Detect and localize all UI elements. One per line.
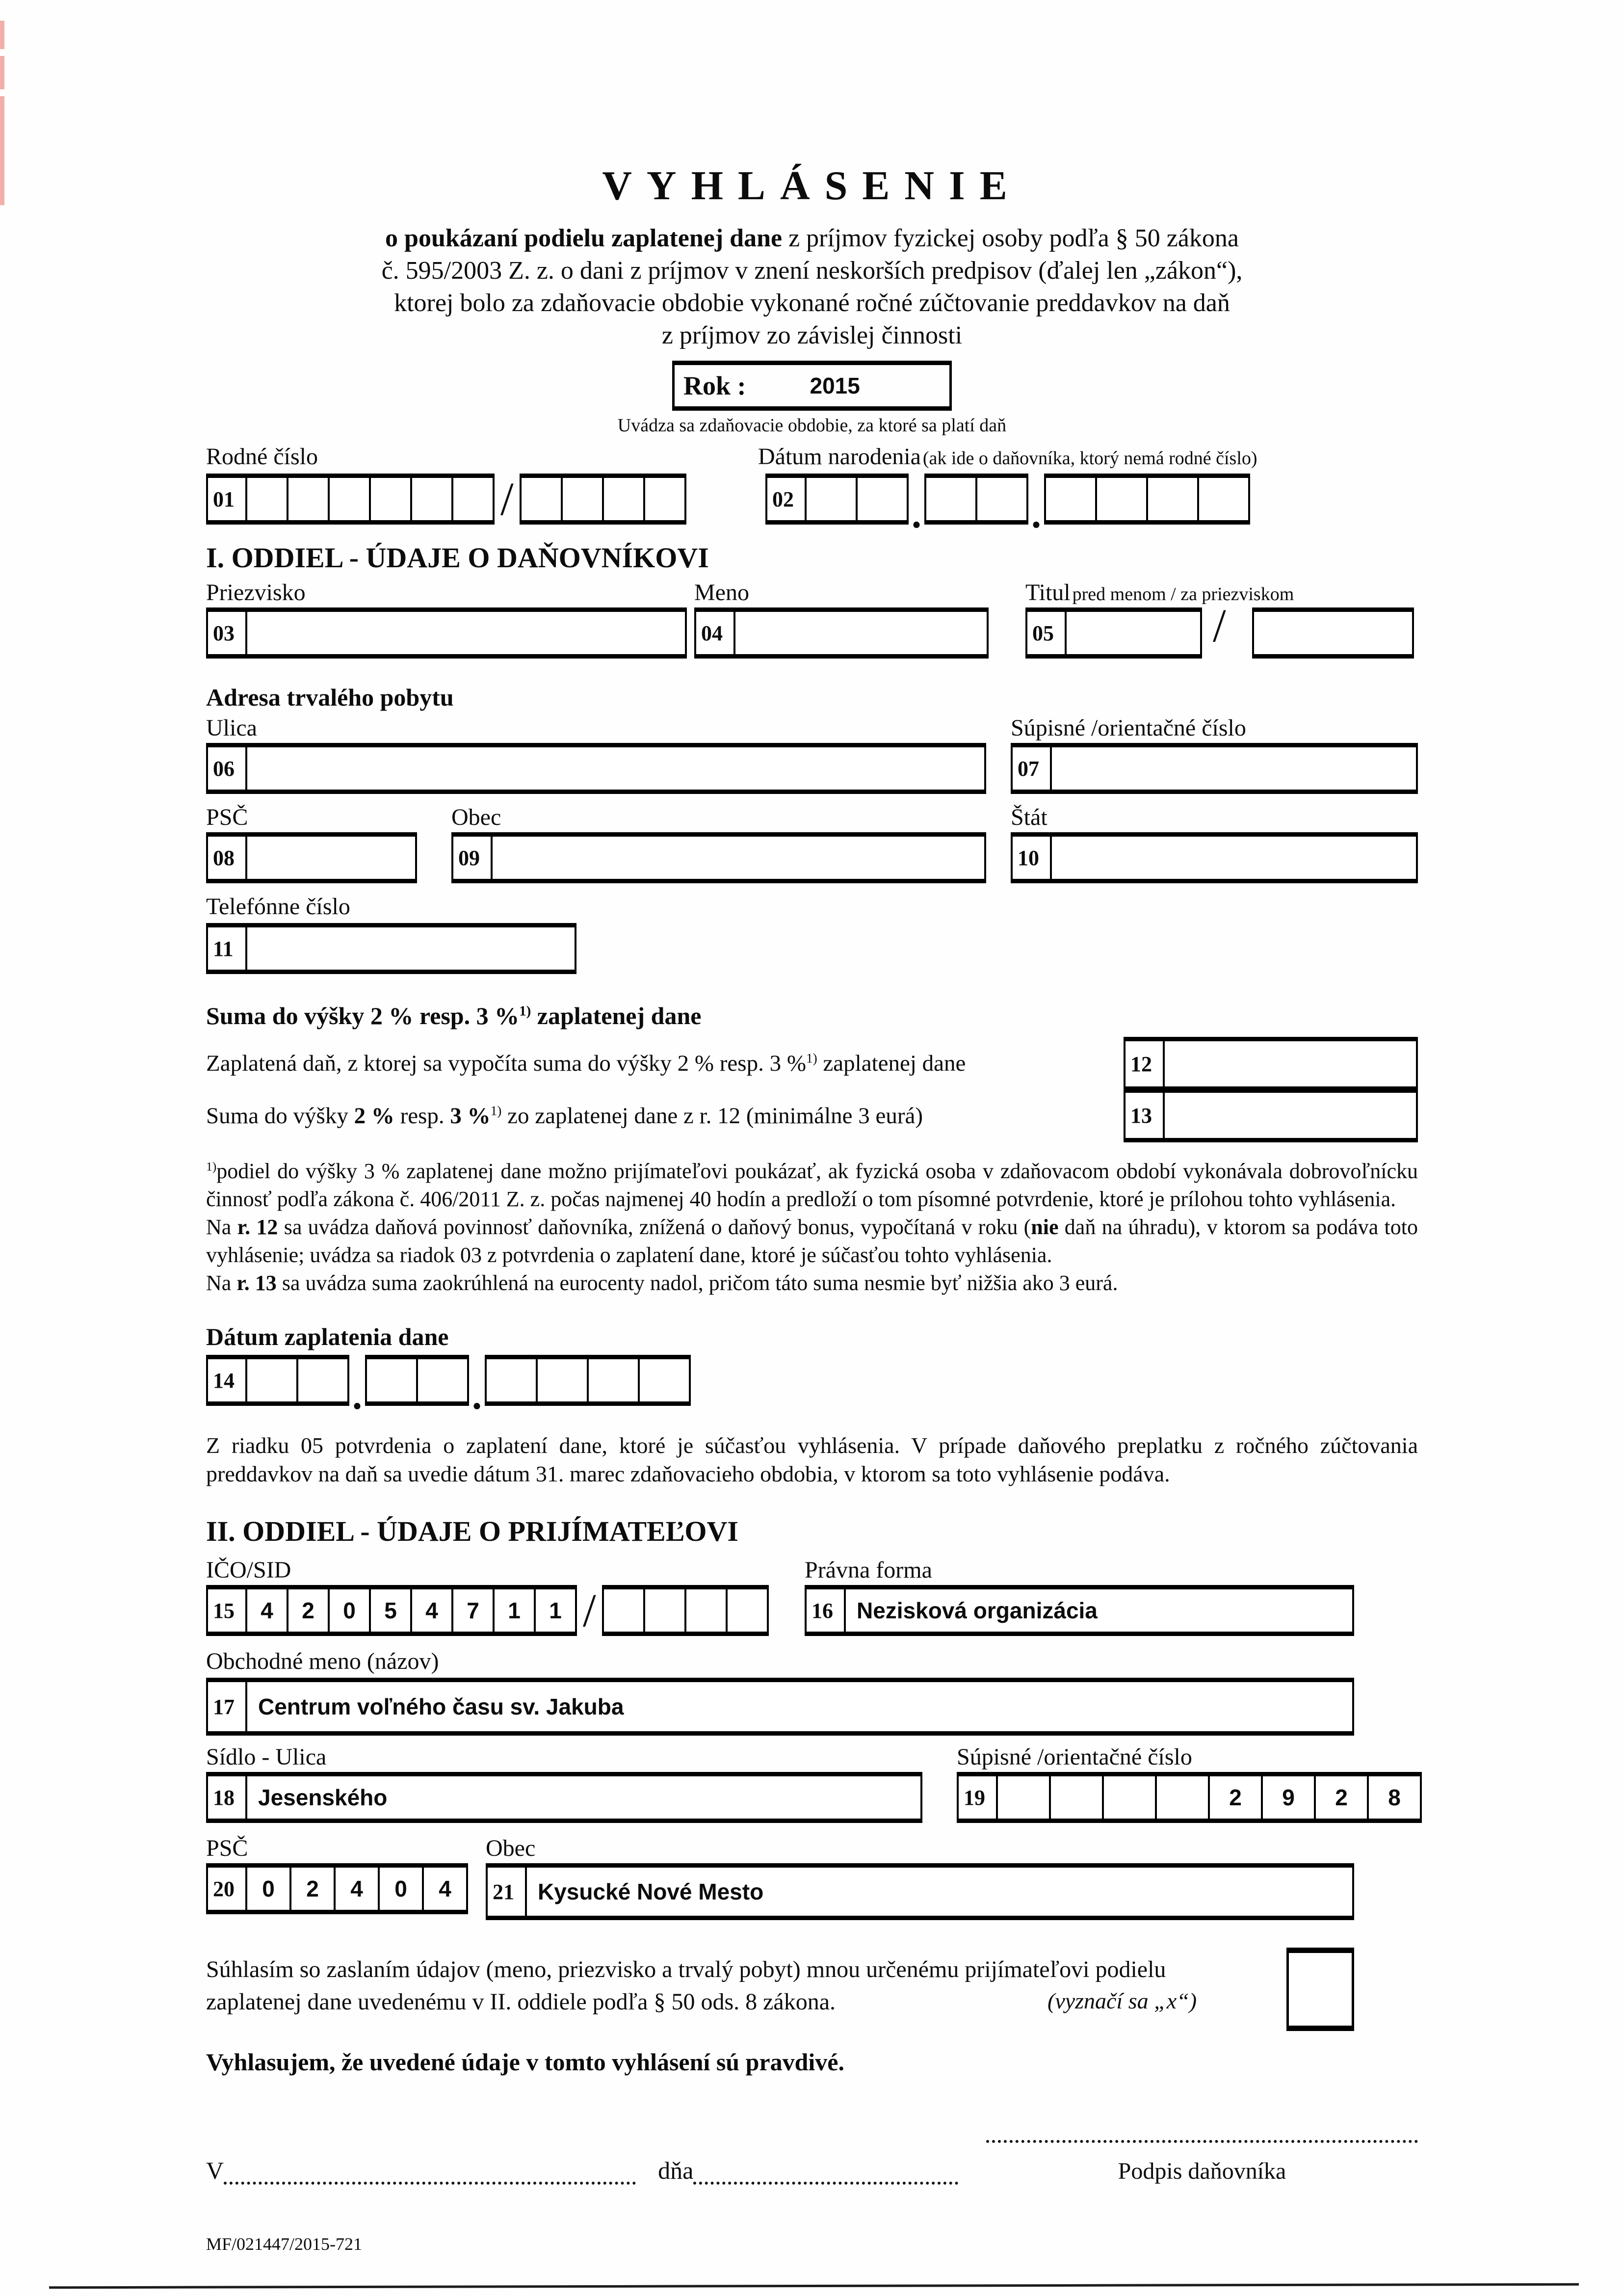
digit-cell[interactable]: 4 <box>336 1868 380 1910</box>
box-number: 09 <box>453 837 493 879</box>
signature-row <box>206 2120 1418 2185</box>
digit-cell[interactable] <box>412 478 453 520</box>
digit-cell[interactable]: 8 <box>1388 1785 1401 1810</box>
box-number: 12 <box>1126 1041 1165 1086</box>
subtitle-line4: z príjmov zo závislej činnosti <box>661 321 963 349</box>
box-08-psc <box>206 832 417 883</box>
v-label: V <box>206 2157 224 2184</box>
year-label: Rok : <box>683 371 746 400</box>
consent-text: Súhlasím so zaslaním údajov (meno, priezvisko a trvalý pobyt) mnou určenému prijímateľovi podielu zaplatenej dane uvedenému v II. oddiele podľa § 50 ods. 8 zákona. <box>206 1956 1166 2015</box>
box-14-den <box>206 1355 349 1406</box>
box-15-ico <box>206 1585 577 1636</box>
box-02-datum-month <box>924 474 1028 525</box>
line-13-text: Suma do výšky 2 % resp. 3 %$^{1)}$ zo zaplatenej dane z r. 12 (minimálne 3 eurá) <box>206 1103 923 1129</box>
digit-cell[interactable] <box>1046 478 1097 520</box>
footnote-2: Na r. 12 sa uvádza daňová povinnosť daňovníka, znížená o daňový bonus, vypočítaná v roku (nie daň na úhradu), v ktorom sa podáva toto vyhlásenie; uvádza sa riadok 03 z potvrdenia o zaplatení dane, ktoré je súčasťou tohto vyhlásenia. <box>206 1215 1418 1267</box>
digit-cell[interactable] <box>807 478 858 520</box>
footnote-ref: 1) <box>519 1003 531 1019</box>
consent-block <box>206 1953 1354 2018</box>
obec-field[interactable] <box>493 837 984 879</box>
digit-cell[interactable] <box>522 478 563 520</box>
dna-label: dňa <box>658 2157 694 2184</box>
digit-cell[interactable] <box>1104 1776 1157 1819</box>
dot-separator: . <box>1031 493 1041 536</box>
datum-narodenia-note: (ak ide o daňovníka, ktorý nemá rodné číslo) <box>922 448 1257 469</box>
box-18-sidlo-ulica <box>206 1772 922 1823</box>
box-number: 17 <box>208 1682 247 1731</box>
box-20-sidlo-psc <box>206 1863 468 1914</box>
box-21-sidlo-obec <box>486 1863 1354 1920</box>
digit-cell[interactable] <box>926 478 977 520</box>
ulica-label: Ulica <box>206 715 257 741</box>
meno-field[interactable] <box>735 612 987 654</box>
box-number: 08 <box>208 837 247 879</box>
year-box <box>672 361 952 411</box>
box-02-datum-day <box>765 474 909 525</box>
digit-cell[interactable] <box>1051 1776 1104 1819</box>
obchodne-meno-field[interactable]: Centrum voľného času sv. Jakuba <box>258 1694 624 1719</box>
digit-cell[interactable] <box>645 478 684 520</box>
digit-cell[interactable] <box>487 1359 538 1401</box>
box-number: 07 <box>1013 747 1052 790</box>
digit-cell[interactable] <box>1199 478 1248 520</box>
titul-note: pred menom / za priezviskom <box>1072 584 1294 605</box>
digit-cell[interactable]: 1 <box>495 1589 536 1632</box>
subtitle-bold: o poukázaní podielu zaplatenej dane <box>385 224 783 252</box>
sidlo-supisne-label: Súpisné /orientačné číslo <box>957 1744 1192 1770</box>
slash-separator: / <box>1213 599 1226 652</box>
box-number: 20 <box>208 1868 247 1910</box>
box-15-sid <box>602 1585 769 1636</box>
box-number: 06 <box>208 747 247 790</box>
box-titul-za <box>1252 607 1414 659</box>
digit-cell[interactable]: 2 <box>291 1868 336 1910</box>
digit-cell[interactable] <box>1157 1776 1210 1819</box>
zaplatena-dan-field[interactable] <box>1165 1041 1416 1086</box>
box-01-suffix <box>520 474 686 525</box>
year-value[interactable]: 2015 <box>810 373 860 398</box>
sidlo-ulica-field[interactable]: Jesenského <box>258 1785 388 1810</box>
digit-cell[interactable]: 4 <box>412 1589 453 1632</box>
meno-label: Meno <box>694 580 749 606</box>
digit-cell[interactable] <box>728 1589 767 1632</box>
box-01-rodne-cislo <box>206 474 495 525</box>
box-14-mesiac <box>365 1355 469 1406</box>
digit-cell[interactable]: 2 <box>288 1589 330 1632</box>
pravna-forma-field[interactable]: Nezisková organizácia <box>857 1598 1098 1623</box>
box-16-pravna-forma <box>805 1585 1354 1636</box>
box-17-obchodne-meno <box>206 1678 1354 1736</box>
digit-cell[interactable] <box>563 478 604 520</box>
signature-line[interactable] <box>986 2135 1418 2143</box>
digit-cell[interactable] <box>371 478 412 520</box>
digit-cell[interactable] <box>1148 478 1199 520</box>
digit-cell[interactable] <box>686 1589 728 1632</box>
footnote-3: Na r. 13 sa uvádza suma zaokrúhlená na eurocenty nadol, pričom táto suma nesmie byť nižšia ako 3 eurá. <box>206 1271 1118 1295</box>
date-line[interactable] <box>693 2177 958 2185</box>
box-04-meno <box>694 607 989 659</box>
digit-cell[interactable]: 0 <box>380 1868 424 1910</box>
box-number: 14 <box>208 1359 247 1401</box>
box-number: 19 <box>959 1776 998 1819</box>
digit-cell[interactable]: 9 <box>1263 1776 1316 1819</box>
footnote-ref: 1) <box>490 1103 502 1118</box>
box-07-supisne <box>1011 743 1418 794</box>
footnotes <box>206 1157 1418 1297</box>
digit-cell[interactable] <box>604 478 645 520</box>
suma-heading: Suma do výšky 2 % resp. 3 %$^{1)}$ zaplatenej dane <box>206 1002 702 1029</box>
scan-edge-mark <box>0 56 4 89</box>
section-2-heading: II. ODDIEL - ÚDAJE O PRIJÍMATEĽOVI <box>206 1515 738 1547</box>
pravna-forma-label: Právna forma <box>805 1557 932 1583</box>
datum-zaplatenia-heading: Dátum zaplatenia dane <box>206 1323 449 1350</box>
digit-cell[interactable] <box>998 1776 1051 1819</box>
adresa-heading: Adresa trvalého pobytu <box>206 684 454 711</box>
digit-cell[interactable] <box>538 1359 589 1401</box>
digit-cell[interactable]: 4 <box>439 1876 451 1901</box>
dot-separator: . <box>352 1374 362 1418</box>
titul-za-field[interactable] <box>1254 612 1412 654</box>
box-number: 04 <box>696 612 735 654</box>
box-05-titul <box>1025 607 1202 659</box>
digit-cell[interactable]: 7 <box>453 1589 495 1632</box>
sidlo-obec-field[interactable]: Kysucké Nové Mesto <box>538 1879 764 1904</box>
line-12-text: Zaplatená daň, z ktorej sa vypočíta suma do výšky 2 % resp. 3 %$^{1)}$ zaplatenej dane <box>206 1050 966 1076</box>
digit-cell[interactable] <box>298 1359 347 1401</box>
dot-separator: . <box>472 1374 482 1418</box>
supisne-field[interactable] <box>1052 747 1416 790</box>
section-1-heading: I. ODDIEL - ÚDAJE O DAŇOVNÍKOVI <box>206 542 709 574</box>
digit-cell[interactable]: 1 <box>549 1598 562 1623</box>
slash-separator: / <box>583 1584 596 1636</box>
stat-field[interactable] <box>1052 837 1416 879</box>
box-number: 13 <box>1126 1093 1165 1138</box>
box-10-stat <box>1011 832 1418 883</box>
box-19-sidlo-supisne <box>957 1772 1422 1823</box>
digit-cell[interactable] <box>640 1359 689 1401</box>
digit-cell[interactable] <box>247 1359 298 1401</box>
digit-cell[interactable]: 4 <box>247 1589 288 1632</box>
box-number: 16 <box>807 1589 846 1632</box>
consent-checkbox[interactable] <box>1286 1948 1354 2031</box>
box-09-obec <box>451 832 986 883</box>
digit-cell[interactable] <box>604 1589 645 1632</box>
subtitle-line3: ktorej bolo za zdaňovacie obdobie vykonané ročné zúčtovanie preddavkov na daň <box>394 289 1230 317</box>
sidlo-ulica-label: Sídlo - Ulica <box>206 1744 327 1770</box>
box-number: 05 <box>1027 612 1067 654</box>
digit-cell[interactable]: 2 <box>1316 1776 1369 1819</box>
digit-cell[interactable] <box>1097 478 1148 520</box>
priezvisko-label: Priezvisko <box>206 580 306 606</box>
box-number: 01 <box>208 478 247 520</box>
digit-cell[interactable] <box>858 478 907 520</box>
psc-field[interactable] <box>247 837 415 879</box>
rodne-cislo-label: Rodné číslo <box>206 444 318 470</box>
slash-separator: / <box>500 473 514 525</box>
subtitle-line2: č. 595/2003 Z. z. o dani z príjmov v znení neskorších predpisov (ďalej len „zákon“), <box>381 257 1243 285</box>
box-number: 11 <box>208 927 247 970</box>
digit-cell[interactable] <box>453 478 493 520</box>
datum-zaplatenia-para: Z riadku 05 potvrdenia o zaplatení dane, ktoré je súčasťou vyhlásenia. V prípade daňového preplatku z ročného zúčtovania preddavkov na daň sa uvedie dátum 31. marec zdaňovacieho obdobia, v ktorom sa toto vyhlásenie podáva. <box>206 1433 1418 1486</box>
ulica-field[interactable] <box>247 747 984 790</box>
year-note: Uvádza sa zdaňovacie obdobie, za ktoré sa platí daň <box>617 415 1007 436</box>
psc-label: PSČ <box>206 804 248 830</box>
sidlo-psc-label: PSČ <box>206 1835 248 1861</box>
telefon-label: Telefónne číslo <box>206 894 350 920</box>
box-12-zaplatena-dan <box>1124 1037 1418 1091</box>
footnote-1: $^{1)}$podiel do výšky 3 % zaplatenej dane možno prijímateľovi poukázať, ak fyzická osoba v zdaňovacom období vykonávala dobrovoľnícku činnosť podľa zákona č. 406/2011 Z. z. počas najmenej 40 hodín a predloží o tom písomné potvrdenie, ktoré je prílohou tohto vyhlásenia. <box>206 1159 1418 1211</box>
digit-cell[interactable] <box>247 478 288 520</box>
digit-cell[interactable] <box>330 478 371 520</box>
datum-narodenia-label: Dátum narodenia (ak ide o daňovníka, ktorý nemá rodné číslo) <box>758 444 1257 470</box>
form-code: MF/021447/2015-721 <box>206 2234 363 2254</box>
titul-label: Titul pred menom / za priezviskom <box>1025 580 1294 606</box>
box-13-suma <box>1124 1088 1418 1142</box>
digit-cell[interactable]: 5 <box>371 1589 412 1632</box>
box-03-priezvisko <box>206 607 687 659</box>
declaration-text: Vyhlasujem, že uvedené údaje v tomto vyhlásení sú pravdivé. <box>206 2048 844 2076</box>
digit-cell[interactable] <box>977 478 1026 520</box>
footnote-ref: 1) <box>806 1051 817 1066</box>
telefon-field[interactable] <box>247 927 575 970</box>
digit-cell[interactable] <box>288 478 330 520</box>
box-11-telefon <box>206 923 576 974</box>
obchodne-meno-label: Obchodné meno (názov) <box>206 1648 439 1674</box>
digit-cell[interactable] <box>418 1359 467 1401</box>
signature-column <box>986 2120 1418 2185</box>
box-number: 10 <box>1013 837 1052 879</box>
digit-cell[interactable]: 0 <box>247 1868 291 1910</box>
podpis-label: Podpis daňovníka <box>1118 2158 1286 2184</box>
ico-label: IČO/SID <box>206 1557 291 1583</box>
box-14-rok <box>485 1355 691 1406</box>
digit-cell[interactable]: 0 <box>330 1589 371 1632</box>
box-number: 18 <box>208 1776 247 1819</box>
priezvisko-field[interactable] <box>247 612 685 654</box>
digit-cell[interactable] <box>645 1589 686 1632</box>
box-number: 15 <box>208 1589 247 1632</box>
scan-edge-mark <box>0 21 4 49</box>
titul-field[interactable] <box>1067 612 1200 654</box>
dot-separator: . <box>912 493 921 536</box>
subtitle-rest: z príjmov fyzickej osoby podľa § 50 zákona <box>782 224 1239 252</box>
digit-cell[interactable] <box>589 1359 640 1401</box>
scan-bottom-edge <box>49 2283 1579 2289</box>
obec-label: Obec <box>451 804 501 830</box>
stat-label: Štát <box>1011 804 1047 830</box>
digit-cell[interactable] <box>367 1359 418 1401</box>
box-number: 03 <box>208 612 247 654</box>
box-02-datum-year <box>1044 474 1250 525</box>
form-subtitle <box>206 222 1418 352</box>
box-number: 21 <box>488 1868 527 1916</box>
suma-field[interactable] <box>1165 1093 1416 1138</box>
scan-edge-mark <box>0 96 4 205</box>
box-06-ulica <box>206 743 986 794</box>
digit-cell[interactable]: 2 <box>1210 1776 1263 1819</box>
supisne-label: Súpisné /orientačné číslo <box>1011 715 1246 741</box>
consent-note: (vyznačí sa „x“) <box>1047 1988 1197 2013</box>
sidlo-obec-label: Obec <box>486 1835 536 1861</box>
place-line[interactable] <box>224 2177 636 2185</box>
box-number: 02 <box>767 478 807 520</box>
form-title: VYHLÁSENIE <box>602 163 1022 209</box>
